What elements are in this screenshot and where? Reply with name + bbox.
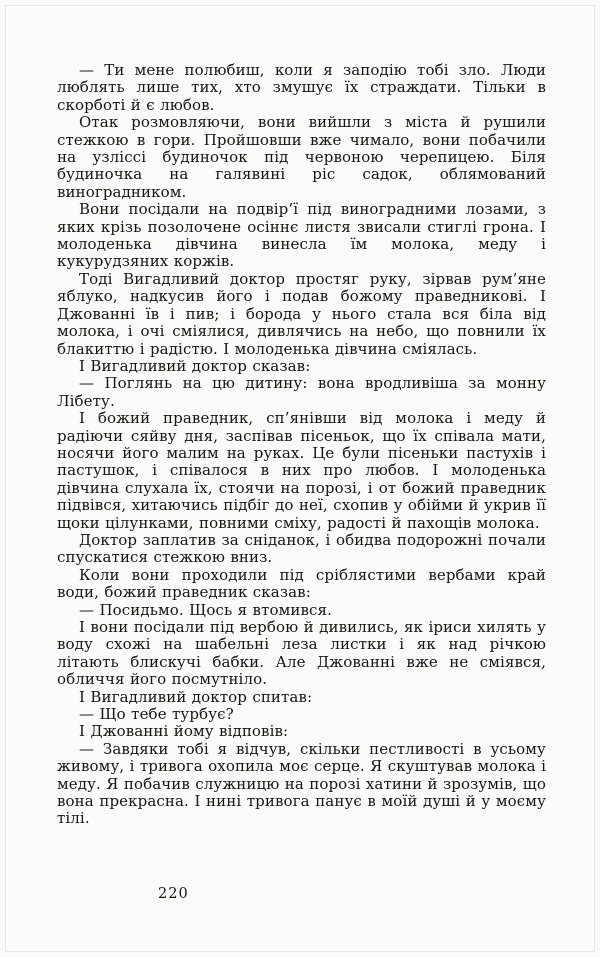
paragraph: Коли вони проходили під сріблястими вербами край води, божий праведник сказав: [57,565,546,602]
paragraph: Отак розмовляючи, вони вийшли з міста й рушили стежкою в гори. Пройшовши вже чимало, вони побачили на узліссі будиночок під червоною черепицею. Біля будиночка на галявині ріс садок, облямований виноградником. [57,113,546,201]
paragraph: — Завдяки тобі я відчув, скільки пестливості в усьому живому, і тривога охопила моє серце. Я скуштував молока і меду. Я побачив служницю на порозі хатини й зрозумів, що вона прекрасна. І нині тривога панує в моїй душі й у моєму тілі. [57,739,546,828]
paragraph: — Поглянь на цю дитину: вона вродливіша за монну Лібету. [57,374,546,410]
paragraph: І вони посідали під вербою й дивились, як іриси хилять у воду схожі на шабельні леза листки і як над річкою літають блискучі бабки. Але Джованні вже не сміявся, обличчя його посмутніло. [57,618,546,689]
paragraph: — Що тебе турбує? [79,705,234,724]
paragraph: Вони посідали на подвір’ї під виноградними лозами, з яких крізь позолочене осіннє листя звисали стиглі грона. І молоденька дівчина винесла їм молока, меду і кукурудзяних коржів. [57,200,546,271]
paragraph: І Вигадливий доктор сказав: [79,356,311,375]
paragraph: Доктор заплатив за сніданок, і обидва подорожні почали спускатися стежкою вниз. [57,530,546,567]
paragraph: І божий праведник, сп’янівши від молока і меду й радіючи сяйву дня, заспівав пісеньок, що їх співала мати, носячи його малим на руках. Це були пісеньки пастухів і пастушок, і співалося в них про любов. І молоденька дівчина слухала їх, стоячи на порозі, і от божий праведник підвівся, хитаючись підбіг до неї, схопив у обійми й укрив її щоки цілунками, повними сміху, радості й пахощів молока. [57,409,546,532]
paragraph: І Вигадливий доктор спитав: [79,687,313,706]
paragraph: І Джованні йому відповів: [79,722,289,741]
paragraph: — Ти мене полюбиш, коли я заподію тобі зло. Люди люблять лише тих, хто змушує їх страждати. Тільки в скорботі й є любов. [57,61,546,114]
page-number: 220 [158,886,189,902]
paragraph: — Посидьмо. Щось я втомився. [79,600,332,619]
page-text-block [57,62,546,828]
paragraph: Тоді Вигадливий доктор простяг руку, зірвав рум’яне яблуко, надкусив його і подав божому праведникові. І Джованні їв і пив; і борода у нього стала вся біла від молока, і очі сміялися, дивлячись на небо, що повнили їх блакиттю і радістю. І молоденька дівчина сміялась. [57,269,546,358]
